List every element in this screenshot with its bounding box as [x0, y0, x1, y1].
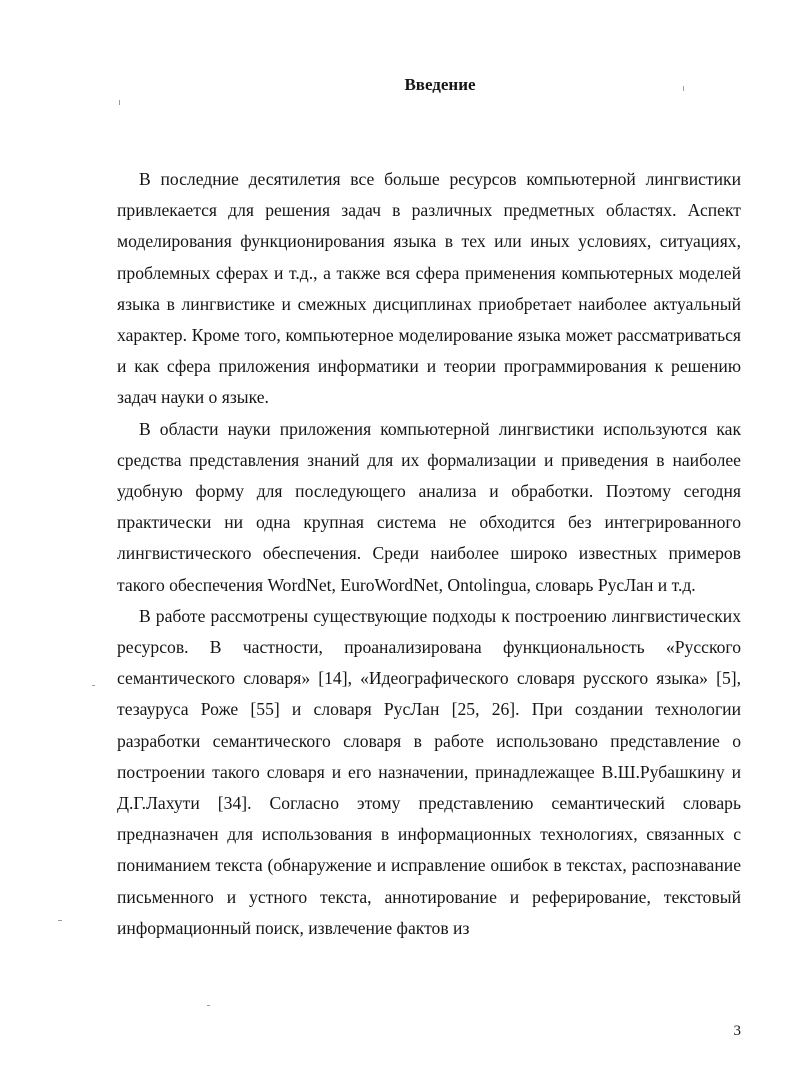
section-title: Введение [404, 75, 476, 94]
paragraph: В последние десятилетия все больше ресурсов компьютерной лингвистики привлекается для решения задач в различных предметных областях. Аспект моделирования функционирования языка в тех или иных условиях, ситуациях, проблемных сферах и т.д., а также вся сфера применения компьютерных моделей языка в лингвистике и смежных дисциплинах приобретает наиболее актуальный характер. Кроме того, компьютерное моделирование языка может рассматриваться и как сфера приложения информатики и теории программирования к решению задач науки о языке. [117, 169, 741, 408]
scan-speck [207, 1005, 210, 1006]
scan-speck [119, 100, 120, 105]
scan-speck [58, 920, 62, 921]
page-number: 3 [733, 1023, 741, 1039]
scan-speck [92, 685, 95, 686]
paragraph: В области науки приложения компьютерной лингвистики используются как средства представления знаний для их формализации и приведения в наиболее удобную форму для последующего анализа и обработки. Поэтому сегодня практически ни одна крупная система не обходится без интегрированного лингвистического обеспечения. Среди наиболее широко известных примеров такого обеспечения WordNet, EuroWordNet, Ontolingua, словарь РусЛан и т.д. [117, 418, 741, 595]
body-text [117, 164, 741, 944]
paragraph: В работе рассмотрены существующие подходы к построению лингвистических ресурсов. В частности, проанализирована функциональность «Русского семантического словаря» [14], «Идеографического словаря русского языка» [5], тезауруса Роже [55] и словаря РусЛан [25, 26]. При создании технологии разработки семантического словаря в работе использовано представление о построении такого словаря и его назначении, принадлежащее В.Ш.Рубашкину и Д.Г.Лахути [34]. Согласно этому представлению семантический словарь предназначен для использования в информационных технологиях, связанных с пониманием текста (обнаружение и исправление ошибок в текстах, распознавание письменного и устного текста, аннотирование и реферирование, текстовый информационный поиск, извлечение фактов из [117, 605, 741, 938]
